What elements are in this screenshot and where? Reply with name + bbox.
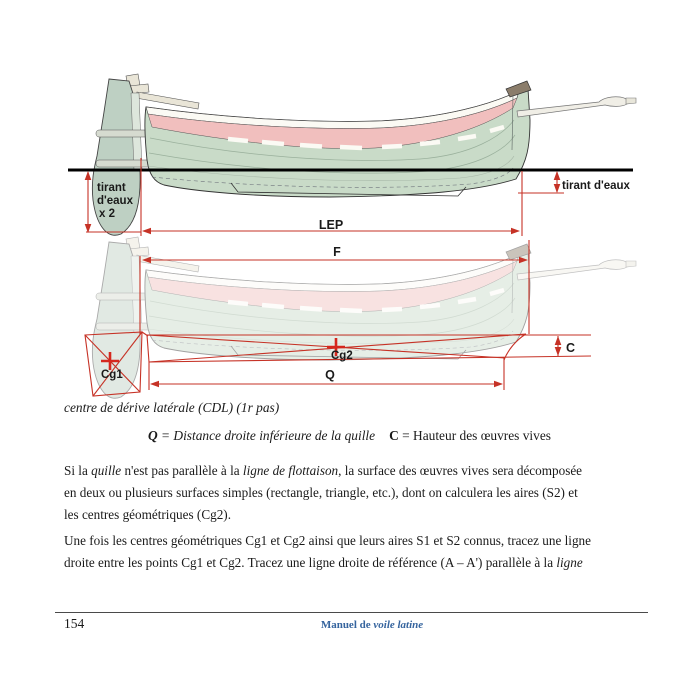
definition-line: Q = Distance droite inférieure de la quille C = Hauteur des œuvres vives <box>148 428 551 443</box>
draft-x2-label-line1: tirant <box>97 182 126 194</box>
page-number: 154 <box>64 616 85 631</box>
text-line: en deux ou plusieurs surfaces simples (rectangle, triangle, etc.), dont on calculera les aires (S2) et <box>64 485 578 500</box>
figure-caption: centre de dérive latérale (CDL) (1r pas) <box>64 400 280 415</box>
f-label: F <box>333 245 341 259</box>
diagram-top <box>68 74 636 236</box>
boat-faded <box>92 237 636 398</box>
lep-label: LEP <box>318 218 344 232</box>
q-label: Q <box>325 368 335 382</box>
q-definition: Distance droite inférieure de la quille <box>173 428 376 443</box>
text-line: Une fois les centres géométriques Cg1 et Cg2 ainsi que leurs aires S1 et S2 connus, tracez une ligne <box>64 533 591 548</box>
diagram-bottom <box>85 237 636 398</box>
c-symbol: C <box>389 428 399 443</box>
draft-x2-label-line2: d'eaux <box>97 195 133 207</box>
draft-x2-label-line3: x 2 <box>99 208 115 220</box>
text-line: droite entre les points Cg1 et Cg2. Tracez une ligne droite de référence (A – A') parallèle à la ligne <box>64 555 583 570</box>
q-symbol: Q <box>148 428 158 443</box>
paragraph-2 <box>64 530 664 574</box>
paragraph-1 <box>64 460 664 526</box>
draft-label: tirant d'eaux <box>562 180 630 192</box>
footer-rule <box>55 612 648 613</box>
cg1-label: Cg1 <box>101 369 123 381</box>
c-definition: = Hauteur des œuvres vives <box>402 428 551 443</box>
text-line: les centres géométriques (Cg2). <box>64 507 231 522</box>
text-line: Si la quille n'est pas parallèle à la ligne de flottaison, la surface des œuvres vives sera décomposée <box>64 463 583 478</box>
c-label: C <box>566 341 576 355</box>
footer-title: Manuel de voile latine <box>320 619 424 631</box>
cg2-label: Cg2 <box>331 350 353 362</box>
